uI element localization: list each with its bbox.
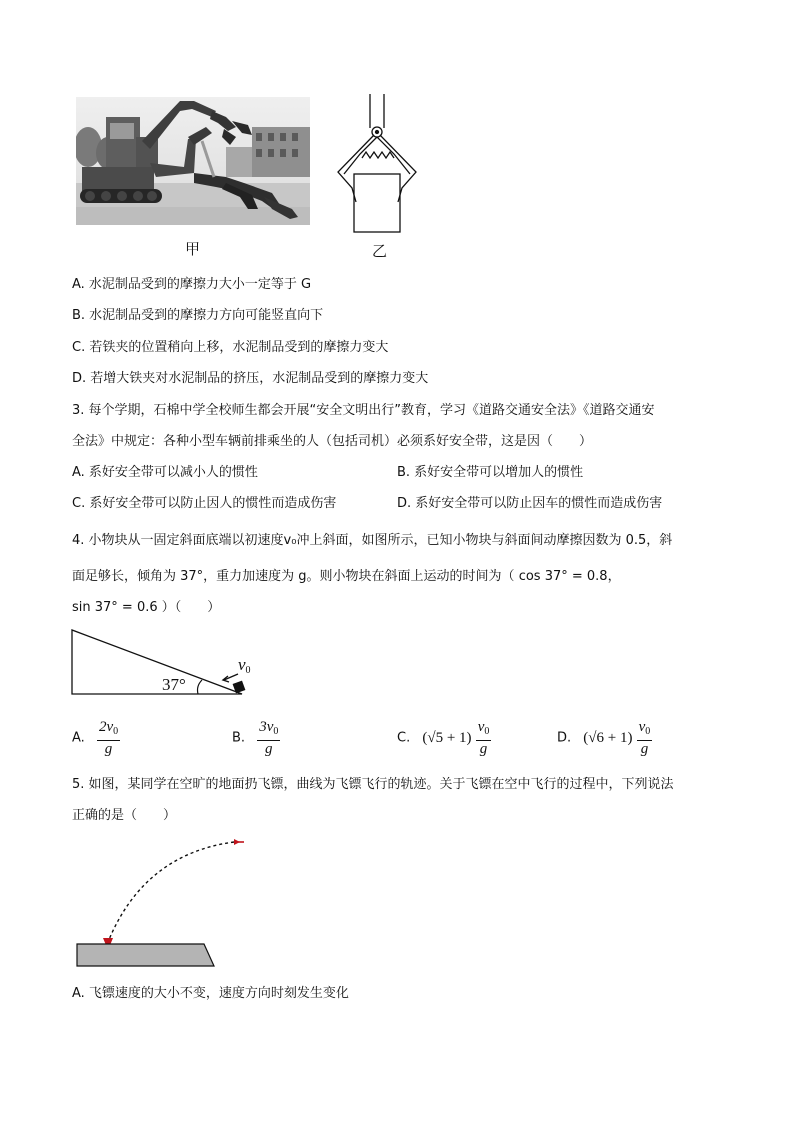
q4-option-d-prefix: (√6 + 1) [583, 729, 633, 746]
q4-option-b-label: B. [232, 730, 246, 746]
q4-option-d-label: D. [557, 730, 572, 746]
q4-option-c-fraction [476, 719, 492, 757]
q5-stem-line1: 5. 如图，某同学在空旷的地面扔飞镖，曲线为飞镖飞行的轨迹。关于飞镖在空中飞行的过程中，下列说法 [72, 777, 674, 792]
q4-option-b [232, 719, 280, 757]
velocity-label [238, 655, 251, 676]
q4-option-c [397, 719, 491, 757]
q2-option-a: A. 水泥制品受到的摩擦力大小一定等于 G [72, 277, 312, 292]
q4-option-c-denominator: g [479, 741, 488, 757]
q4-option-d-fraction [637, 719, 653, 757]
photo-caption: 甲 [185, 240, 201, 258]
dart-trajectory-diagram [74, 834, 254, 970]
angle-label: 37° [162, 675, 186, 694]
q4-option-d [557, 719, 652, 757]
q4-option-b-numerator: 3v [259, 719, 274, 735]
q3-option-c: C. 系好安全带可以防止因人的惯性而造成伤害 [72, 496, 337, 511]
q2-option-b: B. 水泥制品受到的摩擦力方向可能竖直向下 [72, 308, 324, 323]
q4-option-a-numerator: 2v [98, 719, 114, 735]
q4-option-b-fraction [257, 719, 280, 757]
q4-option-a-label: A. [72, 730, 85, 746]
q5-stem-line2: 正确的是（ ） [72, 808, 177, 823]
subscript-zero: 0 [645, 726, 651, 737]
q4-stem-line2: 面足够长，倾角为 37°，重力加速度为 g。则小物块在斜面上运动的时间为（ cos 37° = 0.8， [72, 569, 621, 584]
q3-stem-line2: 全法》中规定：各种小型车辆前排乘坐的人（包括司机）必须系好安全带，这是因（ ） [72, 434, 593, 449]
q4-option-b-denominator: g [265, 741, 273, 757]
q4-stem-line1: 4. 小物块从一固定斜面底端以初速度v₀冲上斜面，如图所示，已知小物块与斜面间动摩擦因数为 0.5，斜 [72, 533, 673, 548]
q3-option-b: B. 系好安全带可以增加人的惯性 [397, 465, 584, 480]
subscript-zero: 0 [113, 726, 119, 737]
clamp-diagram [330, 92, 426, 240]
q2-option-d: D. 若增大铁夹对水泥制品的挤压，水泥制品受到的摩擦力变大 [72, 371, 429, 386]
q4-stem-line3: sin 37° = 0.6 ）（ ） [72, 600, 221, 615]
q2-option-c: C. 若铁夹的位置稍向上移，水泥制品受到的摩擦力变大 [72, 340, 389, 355]
velocity-symbol: v [238, 655, 246, 674]
subscript-zero: 0 [273, 726, 279, 737]
q3-option-a: A. 系好安全带可以减小人的惯性 [72, 465, 258, 480]
q4-option-a-fraction [97, 719, 120, 757]
q4-option-d-denominator: g [640, 741, 649, 757]
q4-option-c-numerator: v [477, 719, 485, 735]
q4-option-c-label: C. [397, 730, 411, 746]
q3-stem-line1: 3. 每个学期，石棉中学全校师生都会开展“安全文明出行”教育，学习《道路交通安全法》《道路交通安 [72, 403, 655, 418]
q3-option-d: D. 系好安全带可以防止因车的惯性而造成伤害 [397, 496, 663, 511]
q4-option-a-denominator: g [104, 741, 113, 757]
velocity-subscript: 0 [245, 665, 251, 676]
subscript-zero: 0 [484, 726, 490, 737]
q5-option-a: A. 飞镖速度的大小不变，速度方向时刻发生变化 [72, 986, 349, 1001]
excavator-photo [76, 97, 310, 225]
q4-option-c-prefix: (√5 + 1) [422, 729, 472, 746]
q4-option-d-numerator: v [638, 719, 646, 735]
q4-option-a [72, 719, 120, 757]
diagram-caption: 乙 [372, 242, 388, 260]
